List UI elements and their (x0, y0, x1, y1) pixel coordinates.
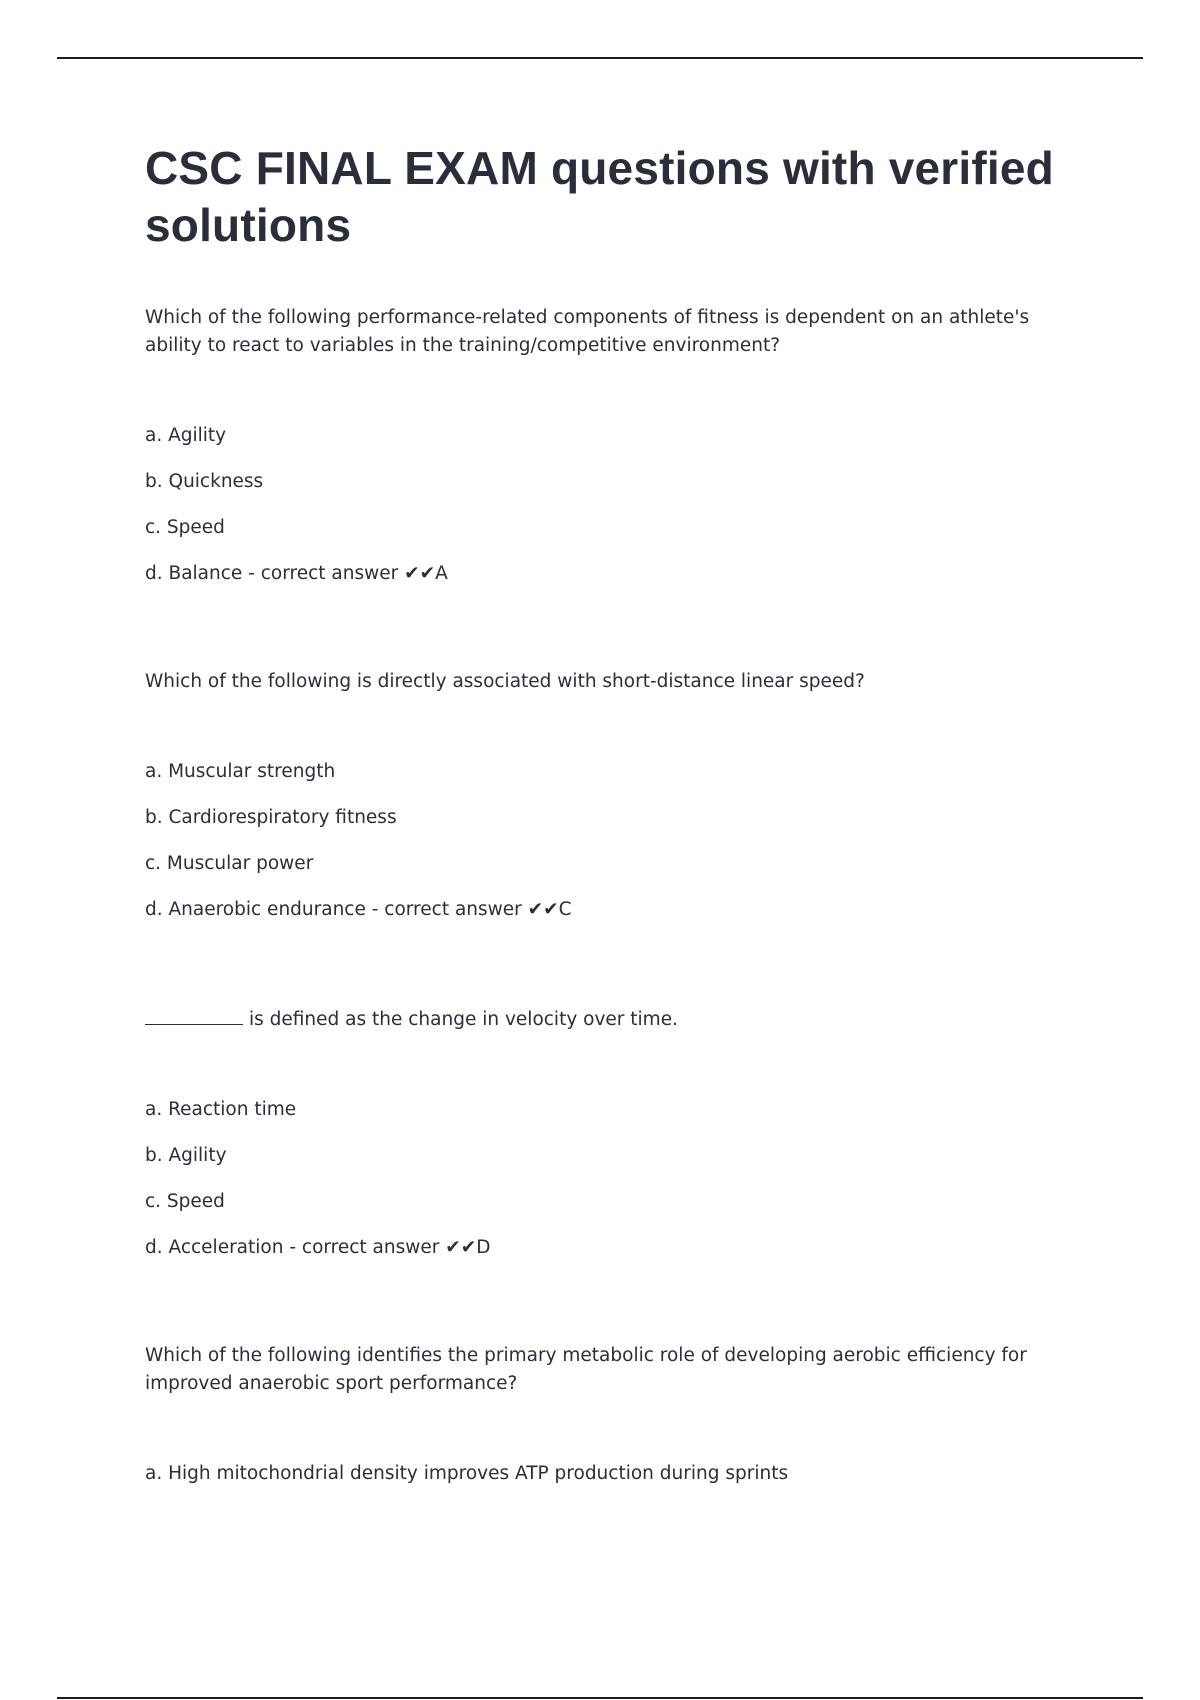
option-d-with-answer: d. Balance - correct answer ✔✔A (145, 563, 448, 584)
bottom-rule (57, 1697, 1143, 1699)
question-block-3 (145, 1004, 1085, 1262)
question-block-1 (145, 304, 1085, 588)
option-c: c. Muscular power (145, 853, 314, 874)
option-a: a. Agility (145, 425, 227, 446)
fill-in-blank (145, 1004, 243, 1025)
question-block-2 (145, 668, 1085, 924)
option-b: b. Agility (145, 1145, 227, 1166)
question-text (145, 1004, 1085, 1034)
top-rule (57, 57, 1143, 59)
option-a: a. Muscular strength (145, 761, 336, 782)
option-c: c. Speed (145, 1191, 225, 1212)
document-title: CSC FINAL EXAM questions with verified solutions (145, 142, 1054, 251)
option-a: a. High mitochondrial density improves ATP production during sprints (145, 1463, 789, 1484)
option-a: a. Reaction time (145, 1099, 297, 1120)
question-text: Which of the following performance-related components of fitness is dependent on an athlete's ability to react to variables in the training/competitive environment? (145, 307, 1030, 356)
document-body (145, 140, 1085, 1506)
question-text: Which of the following identifies the primary metabolic role of developing aerobic efficiency for improved anaerobic sport performance? (145, 1345, 1027, 1394)
question-text: Which of the following is directly associated with short-distance linear speed? (145, 671, 865, 692)
question-block-4 (145, 1342, 1085, 1488)
option-b: b. Cardiorespiratory fitness (145, 807, 397, 828)
option-d-with-answer: d. Anaerobic endurance - correct answer ✔✔C (145, 899, 572, 920)
option-d-with-answer: d. Acceleration - correct answer ✔✔D (145, 1237, 491, 1258)
option-b: b. Quickness (145, 471, 264, 492)
option-c: c. Speed (145, 517, 225, 538)
question-text-after-blank: is defined as the change in velocity over time. (249, 1009, 678, 1030)
